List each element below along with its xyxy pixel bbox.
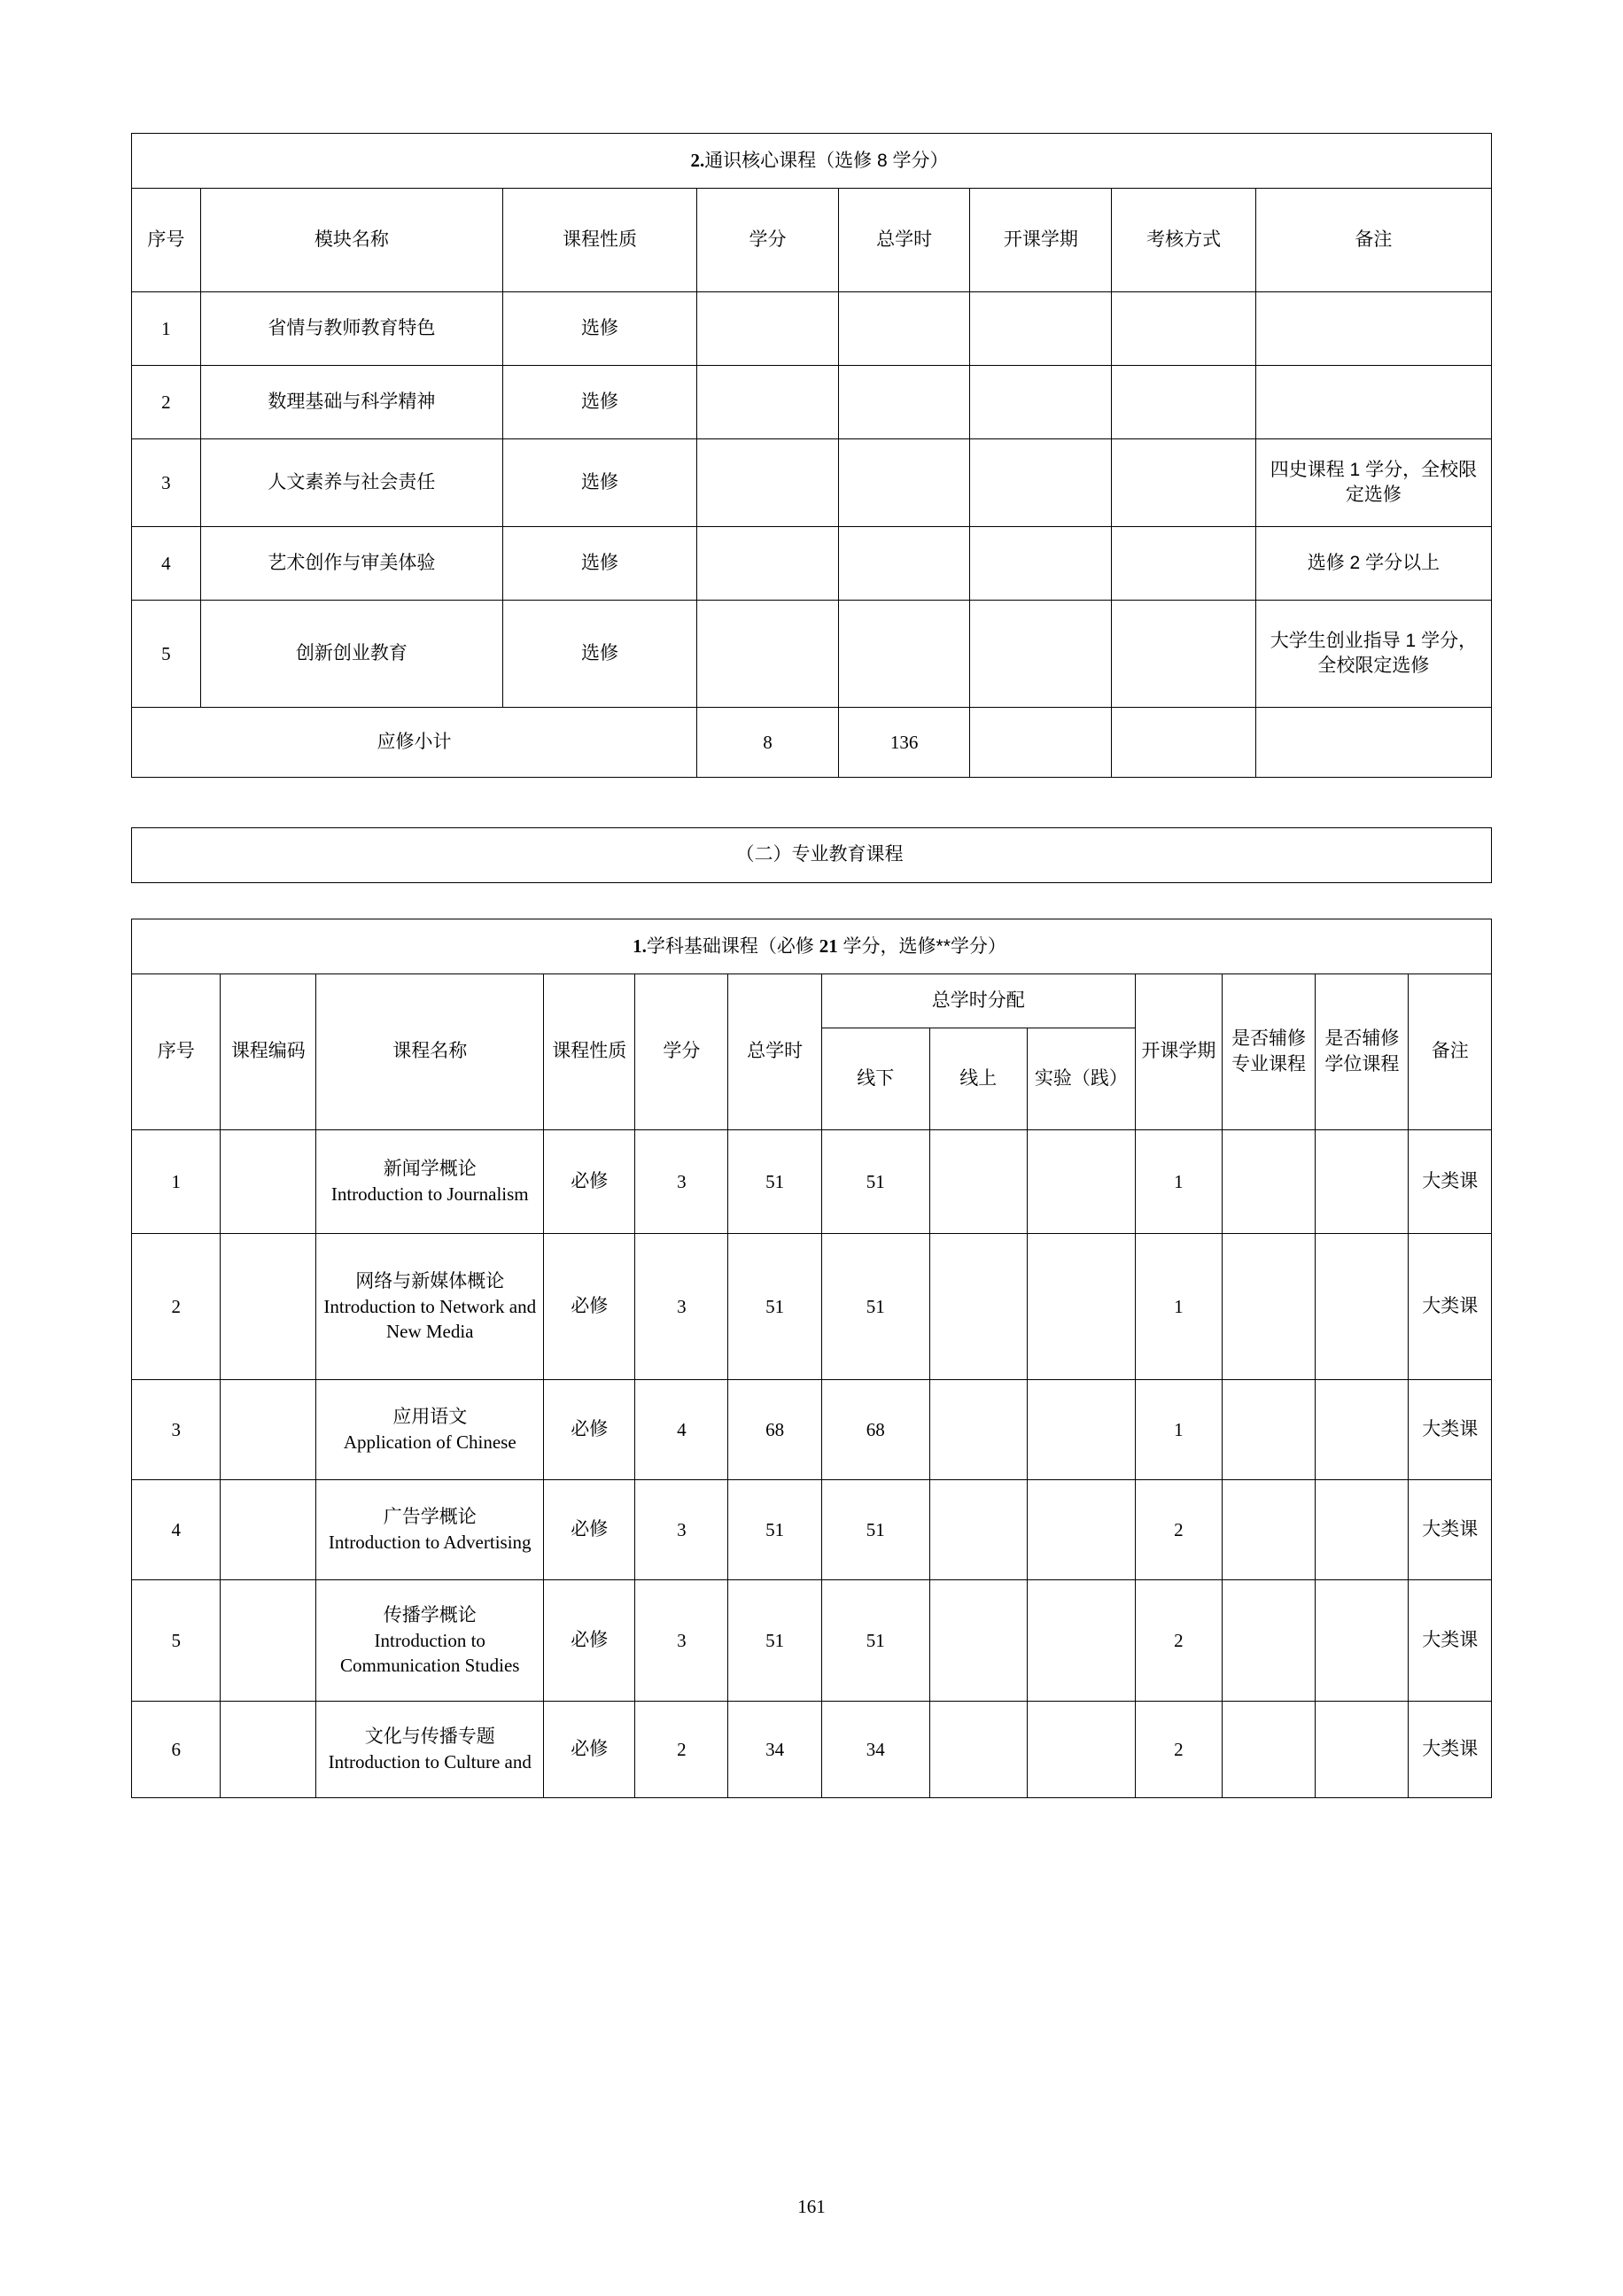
- row-note: 选修 2 学分以上: [1255, 527, 1491, 601]
- row-online: [929, 1130, 1027, 1234]
- header-hours-distribution: 总学时分配: [821, 974, 1135, 1028]
- row-total-hours: 51: [728, 1130, 821, 1234]
- row-experiment: [1027, 1580, 1135, 1702]
- row-course-name: [316, 1130, 544, 1234]
- header-no: 序号: [132, 189, 201, 292]
- row-offline: 68: [821, 1380, 929, 1480]
- row-total-hours: 68: [728, 1380, 821, 1480]
- row-total-hours: 51: [728, 1580, 821, 1702]
- header-note: 备注: [1409, 974, 1492, 1130]
- subtotal-row: [132, 708, 1492, 778]
- row-term: 1: [1135, 1234, 1222, 1380]
- row-term: 1: [1135, 1380, 1222, 1480]
- row-course-name-en: Application of Chinese: [343, 1431, 516, 1454]
- row-hours: [839, 439, 970, 527]
- row-total-hours: 51: [728, 1234, 821, 1380]
- row-credit: 2: [635, 1702, 728, 1798]
- row-nature: 选修: [503, 601, 697, 708]
- page-number: 161: [797, 2196, 826, 2217]
- row-online: [929, 1480, 1027, 1580]
- row-code: [221, 1130, 316, 1234]
- header-credit: 学分: [635, 974, 728, 1130]
- table-header-row: [132, 189, 1492, 292]
- discipline-basic-title-main: 学科基础课程（必修: [646, 935, 819, 957]
- row-nature: 必修: [544, 1702, 635, 1798]
- row-note: 大类课: [1409, 1380, 1492, 1480]
- discipline-basic-title-prefix: 1.: [633, 935, 647, 957]
- row-course-name-en: Introduction to Advertising: [328, 1532, 532, 1554]
- table-row: [132, 1580, 1492, 1702]
- header-total-hours: 总学时: [728, 974, 821, 1130]
- row-term: [970, 527, 1112, 601]
- general-core-courses-table: [131, 133, 1492, 778]
- row-term: [970, 601, 1112, 708]
- row-minor-degree: [1316, 1480, 1409, 1580]
- row-hours: [839, 601, 970, 708]
- header-course-nature: 课程性质: [544, 974, 635, 1130]
- section-spacer: [131, 778, 1492, 827]
- row-term: 2: [1135, 1580, 1222, 1702]
- row-note: [1255, 292, 1491, 366]
- row-module: 创新创业教育: [200, 601, 502, 708]
- row-credit: [696, 292, 838, 366]
- header-term: 开课学期: [970, 189, 1112, 292]
- row-experiment: [1027, 1130, 1135, 1234]
- row-term: [970, 292, 1112, 366]
- row-no: 6: [132, 1702, 221, 1798]
- row-online: [929, 1380, 1027, 1480]
- general-core-title-text: 通识核心课程（选修 8 学分）: [704, 151, 949, 171]
- row-credit: [696, 527, 838, 601]
- header-course-nature: 课程性质: [503, 189, 697, 292]
- table-row: [132, 527, 1492, 601]
- row-term: [970, 366, 1112, 439]
- row-note: 大类课: [1409, 1580, 1492, 1702]
- row-experiment: [1027, 1380, 1135, 1480]
- row-nature: 选修: [503, 439, 697, 527]
- row-total-hours: 51: [728, 1480, 821, 1580]
- row-code: [221, 1380, 316, 1480]
- row-module: 艺术创作与审美体验: [200, 527, 502, 601]
- row-experiment: [1027, 1702, 1135, 1798]
- table-row: [132, 439, 1492, 527]
- subtotal-credit: 8: [696, 708, 838, 778]
- row-course-name-en: Introduction to Culture and: [328, 1751, 532, 1773]
- row-code: [221, 1702, 316, 1798]
- row-exam: [1112, 527, 1255, 601]
- row-offline: 51: [821, 1234, 929, 1380]
- header-online-hours: 线上: [929, 1028, 1027, 1130]
- row-course-name-en: Introduction to Journalism: [330, 1183, 529, 1206]
- row-hours: [839, 292, 970, 366]
- row-no: 3: [132, 1380, 221, 1480]
- subtotal-hours: 136: [839, 708, 970, 778]
- table-header-row-1: [132, 974, 1492, 1028]
- row-nature: 选修: [503, 527, 697, 601]
- header-term: 开课学期: [1135, 974, 1222, 1130]
- row-code: [221, 1234, 316, 1380]
- table-row: [132, 1480, 1492, 1580]
- row-no: 5: [132, 601, 201, 708]
- row-minor-degree: [1316, 1130, 1409, 1234]
- table-row: [132, 1702, 1492, 1798]
- row-total-hours: 34: [728, 1702, 821, 1798]
- row-term: 2: [1135, 1702, 1222, 1798]
- row-course-name-en: Introduction to Network and New Media: [323, 1295, 537, 1343]
- row-credit: 3: [635, 1130, 728, 1234]
- row-offline: 34: [821, 1702, 929, 1798]
- row-course-name-cn: 新闻学概论: [383, 1158, 477, 1179]
- row-exam: [1112, 601, 1255, 708]
- row-exam: [1112, 292, 1255, 366]
- row-no: 2: [132, 1234, 221, 1380]
- discipline-basic-courses-table: [131, 919, 1492, 1798]
- row-course-name: [316, 1480, 544, 1580]
- row-course-name: [316, 1380, 544, 1480]
- row-exam: [1112, 366, 1255, 439]
- row-experiment: [1027, 1480, 1135, 1580]
- header-minor-major-course: 是否辅修专业课程: [1222, 974, 1315, 1130]
- row-credit: 3: [635, 1234, 728, 1380]
- row-minor-degree: [1316, 1702, 1409, 1798]
- row-nature: 必修: [544, 1234, 635, 1380]
- row-nature: 必修: [544, 1380, 635, 1480]
- row-minor-degree: [1316, 1380, 1409, 1480]
- row-course-name-cn: 应用语文: [392, 1406, 468, 1427]
- header-no: 序号: [132, 974, 221, 1130]
- row-minor-degree: [1316, 1234, 1409, 1380]
- major-education-title-row: [132, 828, 1492, 882]
- row-term: 2: [1135, 1480, 1222, 1580]
- header-offline-hours: 线下: [821, 1028, 929, 1130]
- row-minor-major: [1222, 1130, 1315, 1234]
- row-course-name-cn: 传播学概论: [383, 1604, 477, 1625]
- row-minor-major: [1222, 1702, 1315, 1798]
- header-course-name: 课程名称: [316, 974, 544, 1130]
- row-credit: 3: [635, 1480, 728, 1580]
- row-nature: 选修: [503, 292, 697, 366]
- table-row: [132, 292, 1492, 366]
- row-no: 4: [132, 1480, 221, 1580]
- row-course-name-cn: 广告学概论: [383, 1506, 477, 1527]
- row-module: 人文素养与社会责任: [200, 439, 502, 527]
- row-credit: 3: [635, 1580, 728, 1702]
- header-total-hours: 总学时: [839, 189, 970, 292]
- row-credit: 4: [635, 1380, 728, 1480]
- row-nature: 必修: [544, 1130, 635, 1234]
- row-no: 5: [132, 1580, 221, 1702]
- row-course-name: [316, 1234, 544, 1380]
- row-note: 大类课: [1409, 1702, 1492, 1798]
- row-no: 2: [132, 366, 201, 439]
- major-education-title: （二）专业教育课程: [132, 828, 1492, 882]
- row-hours: [839, 527, 970, 601]
- row-minor-degree: [1316, 1580, 1409, 1702]
- row-no: 1: [132, 292, 201, 366]
- discipline-basic-title: [132, 919, 1492, 973]
- row-code: [221, 1580, 316, 1702]
- row-nature: 选修: [503, 366, 697, 439]
- row-term: 1: [1135, 1130, 1222, 1234]
- row-offline: 51: [821, 1580, 929, 1702]
- row-note: 大类课: [1409, 1234, 1492, 1380]
- row-note: [1255, 366, 1491, 439]
- table-row: [132, 366, 1492, 439]
- row-minor-major: [1222, 1234, 1315, 1380]
- table-row: [132, 1130, 1492, 1234]
- table-row: [132, 1380, 1492, 1480]
- header-course-code: 课程编码: [221, 974, 316, 1130]
- row-module: 数理基础与科学精神: [200, 366, 502, 439]
- general-core-title-prefix: 2.: [690, 150, 705, 171]
- subtotal-note: [1255, 708, 1491, 778]
- table-row: [132, 601, 1492, 708]
- header-credit: 学分: [696, 189, 838, 292]
- row-course-name-cn: 网络与新媒体概论: [355, 1270, 505, 1292]
- row-no: 1: [132, 1130, 221, 1234]
- table-title-row: [132, 919, 1492, 973]
- row-credit: [696, 601, 838, 708]
- row-offline: 51: [821, 1130, 929, 1234]
- row-no: 3: [132, 439, 201, 527]
- discipline-basic-title-credits: 21: [819, 935, 838, 957]
- row-online: [929, 1234, 1027, 1380]
- subtotal-term: [970, 708, 1112, 778]
- row-minor-major: [1222, 1380, 1315, 1480]
- row-note: 大类课: [1409, 1130, 1492, 1234]
- general-core-title: [132, 134, 1492, 189]
- row-term: [970, 439, 1112, 527]
- row-module: 省情与教师教育特色: [200, 292, 502, 366]
- table-title-row: [132, 134, 1492, 189]
- row-note: 四史课程 1 学分，全校限定选修: [1255, 439, 1491, 527]
- subtotal-exam: [1112, 708, 1255, 778]
- header-module-name: 模块名称: [200, 189, 502, 292]
- row-exam: [1112, 439, 1255, 527]
- row-credit: [696, 366, 838, 439]
- row-offline: 51: [821, 1480, 929, 1580]
- row-experiment: [1027, 1234, 1135, 1380]
- row-minor-major: [1222, 1580, 1315, 1702]
- row-credit: [696, 439, 838, 527]
- row-course-name: [316, 1580, 544, 1702]
- subtotal-label: 应修小计: [132, 708, 697, 778]
- major-education-heading-table: [131, 827, 1492, 882]
- row-no: 4: [132, 527, 201, 601]
- header-minor-degree-course: 是否辅修学位课程: [1316, 974, 1409, 1130]
- section-spacer-2: [131, 883, 1492, 919]
- row-online: [929, 1702, 1027, 1798]
- row-hours: [839, 366, 970, 439]
- row-note: 大类课: [1409, 1480, 1492, 1580]
- header-note: 备注: [1255, 189, 1491, 292]
- row-nature: 必修: [544, 1480, 635, 1580]
- row-course-name-en: Introduction to Communication Studies: [340, 1629, 520, 1677]
- table-row: [132, 1234, 1492, 1380]
- header-exam-method: 考核方式: [1112, 189, 1255, 292]
- header-experiment-hours: 实验（践）: [1027, 1028, 1135, 1130]
- row-note: 大学生创业指导 1 学分，全校限定选修: [1255, 601, 1491, 708]
- row-online: [929, 1580, 1027, 1702]
- row-code: [221, 1480, 316, 1580]
- row-course-name: [316, 1702, 544, 1798]
- discipline-basic-title-tail: 学分，选修**学分）: [837, 935, 1006, 957]
- row-nature: 必修: [544, 1580, 635, 1702]
- row-course-name-cn: 文化与传播专题: [364, 1726, 495, 1747]
- row-minor-major: [1222, 1480, 1315, 1580]
